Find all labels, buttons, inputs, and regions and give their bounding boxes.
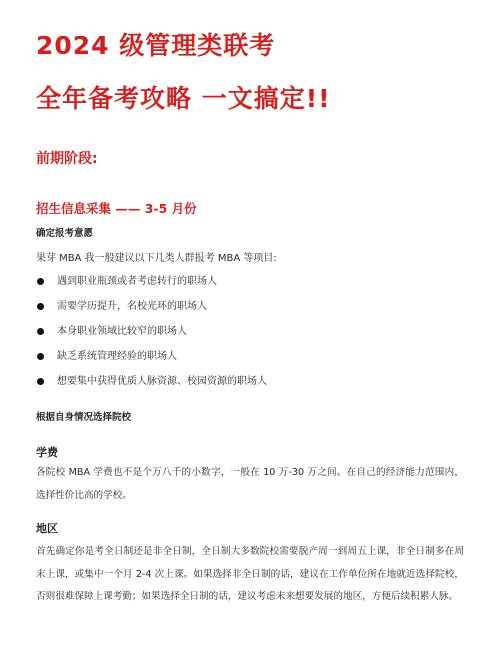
intro-paragraph: 果芽 MBA 我一般建议以下几类人群报考 MBA 等项目: <box>36 253 277 264</box>
title-line-2: 全年备考攻略 一文搞定!! <box>36 84 331 113</box>
phase-heading: 前期阶段: <box>36 151 98 167</box>
bullet-item: 本身职业领域比较窄的职场人 <box>36 319 464 344</box>
fee-label: 学费 <box>36 446 58 459</box>
section-heading: 招生信息采集 —— 3-5 月份 <box>36 201 197 216</box>
bullet-item: 遇到职业瓶颈或者考虑转行的职场人 <box>36 269 464 294</box>
subheading-choose-school: 根据自身情况选择院校 <box>36 412 132 423</box>
title-line-1: 2024 级管理类联考 <box>36 31 276 60</box>
bullet-item: 需要学历提升，名校光环的职场人 <box>36 294 464 319</box>
region-paragraph: 首先确定你是考全日制还是非全日制，全日制大多数院校需要脱产周一到周五上课，非全日制多在周末上课，或集中一个月 2-4 次上课。如果选择非全日制的话，建议在工作单位所在地就近选择院校，否则很难保障上课考勤；如果选择全日制的话，建议考虑未来想要发展的地区，方便后续积累人脉。 <box>36 546 464 602</box>
subheading-intent: 确定报考意愿 <box>36 228 94 239</box>
fee-paragraph: 各院校 MBA 学费也不是个万八千的小数字，一般在 10 万-30 万之间。在自己的经济能力范围内，选择性价比高的学校。 <box>36 467 464 501</box>
bullet-list <box>36 269 464 394</box>
bullet-item: 缺乏系统管理经验的职场人 <box>36 344 464 369</box>
region-label: 地区 <box>36 522 58 535</box>
bullet-item: 想要集中获得优质人脉资源、校园资源的职场人 <box>36 369 464 394</box>
